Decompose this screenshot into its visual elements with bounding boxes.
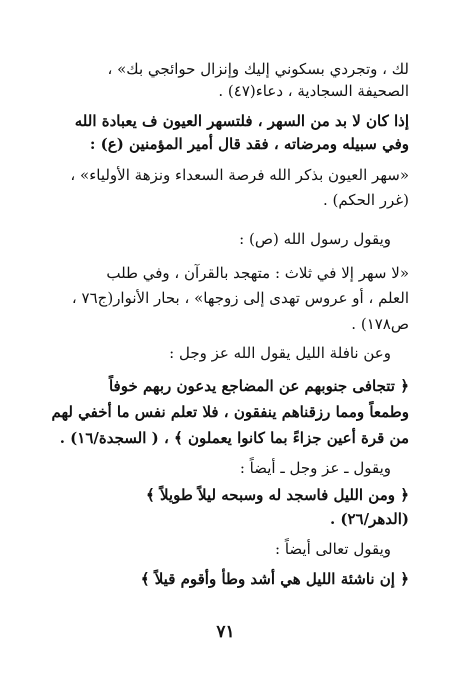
text-line: وفي سبيله ومرضاته ، فقد قال أمير المؤمنين (ع) : (89, 135, 409, 153)
text-line: وطمعاً ومما رزقناهم ينفقون ، فلا تعلم نفس ما أخفي لهم (51, 403, 409, 421)
text-line: ويقول رسول الله (ص) : (239, 230, 391, 248)
text-line: (الدهر/٢٦) . (329, 510, 409, 528)
text-line: ويقول ـ عز وجل ـ أيضاً : (239, 459, 391, 477)
text-line: ﴿ إن ناشئة الليل هي أشد وطأً وأقوم قيلاً ﴾ (140, 570, 409, 588)
text-line: «سهر العيون بذكر الله فرصة السعداء ونزهة الأولياء» ، (70, 166, 409, 184)
text-line: «لا سهر إلا في ثلاث : متهجد بالقرآن ، وفي طلب (106, 264, 409, 282)
text-line: إذا كان لا بد من السهر ، فلتسهر العيون ف يعبادة الله (74, 112, 409, 130)
text-line: (غرر الحكم) . (322, 191, 409, 209)
page-number: ٧١ (216, 622, 235, 642)
text-line: وعن نافلة الليل يقول الله عز وجل : (169, 344, 391, 362)
text-line: الصحيفة السجادية ، دعاء(٤٧) . (218, 82, 409, 100)
text-line: لك ، وتجردي بسكوني إليك وإنزال حوائجي بك» ، (107, 60, 409, 78)
text-line: العلم ، أو عروس تهدى إلى زوجها» ، بحار الأنوار(ج٧٦ ، (71, 289, 409, 307)
text-line: ﴿ تتجافى جنوبهم عن المضاجع يدعون ربهم خوفاً (108, 377, 409, 395)
text-line: ص١٧٨) . (351, 315, 409, 333)
text-line: ﴿ ومن الليل فاسجد له وسبحه ليلاً طويلاً ﴾ (145, 486, 409, 504)
text-line: من قرة أعين جزاءً بما كانوا يعملون ﴾ ، ( السجدة/١٦) . (59, 429, 409, 447)
text-line: ويقول تعالى أيضاً : (275, 540, 391, 558)
